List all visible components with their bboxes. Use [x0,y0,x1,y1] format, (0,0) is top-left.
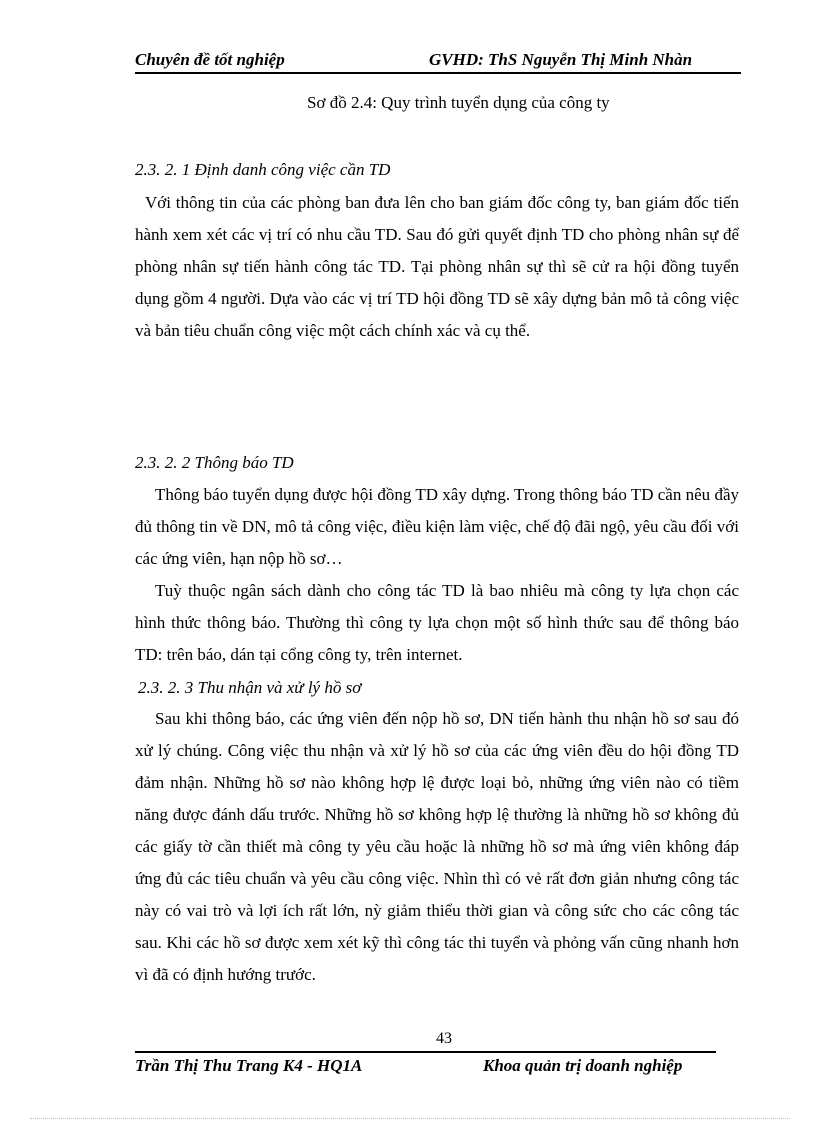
footer-author: Trần Thị Thu Trang K4 - HQ1A [135,1056,363,1075]
header-advisor: GVHD: ThS Nguyễn Thị Minh Nhàn [429,50,693,69]
header-thesis-title: Chuyên đề tốt nghiệp [135,50,285,69]
page-footer [135,1051,716,1079]
diagram-caption: Sơ đồ 2.4: Quy trình tuyển dụng của công ty [307,93,610,112]
paragraph: Tuỳ thuộc ngân sách dành cho công tác TD là bao nhiêu mà công ty lựa chọn các hình thức thông báo. Thường thì công ty lựa chọn một số hình thức sau để thông báo TD: trên báo, dán tại cổng công ty, trên internet. [135,581,739,664]
paragraph: Với thông tin của các phòng ban đưa lên cho ban giám đốc công ty, ban giám đốc tiến hành xem xét các vị trí có nhu cầu TD. Sau đó gửi quyết định TD cho phòng nhân sự để phòng nhân sự tiến hành công tác TD. Tại phòng nhân sự thì sẽ cử ra hội đồng tuyển dụng gồm 4 người. Dựa vào các vị trí TD hội đồng TD sẽ xây dựng bản mô tả công việc và bản tiêu chuẩn công việc một cách chính xác và cụ thể. [135,193,739,340]
section-heading-1: 2.3. 2. 1 Định danh công việc cần TD [135,160,391,179]
footer-department: Khoa quản trị doanh nghiệp [483,1056,683,1075]
section-1-body [135,187,739,347]
section-heading-3: 2.3. 2. 3 Thu nhận và xử lý hồ sơ [138,678,362,697]
page-edge-divider [30,1118,790,1119]
section-3-body [135,703,739,991]
page-number: 43 [436,1030,452,1047]
paragraph: Sau khi thông báo, các ứng viên đến nộp hồ sơ, DN tiến hành thu nhận hồ sơ sau đó xử lý chúng. Công việc thu nhận và xử lý hồ sơ của các ứng viên đều do hội đồng TD đảm nhận. Những hồ sơ nào không hợp lệ được loại bỏ, những ứng viên nào có tiềm năng được đánh dấu trước. Những hồ sơ không hợp lệ thường là những hồ sơ không đủ các giấy tờ cần thiết mà công ty yêu cầu hoặc là những hồ sơ mà ứng viên không đáp ứng đủ các tiêu chuẩn và yêu cầu công việc. Nhìn thì có vẻ rất đơn giản nhưng công tác này có vai trò và lợi ích rất lớn, nỳ giảm thiểu thời gian và công sức cho các công tác sau. Khi các hồ sơ được xem xét kỹ thì công tác thi tuyển và phỏng vấn cũng nhanh hơn vì đã có định hướng trước. [135,709,739,984]
section-2-body [135,479,739,671]
page-header [135,48,741,74]
paragraph: Thông báo tuyển dụng được hội đồng TD xây dựng. Trong thông báo TD cần nêu đầy đủ thông tin về DN, mô tả công việc, điều kiện làm việc, chế độ đãi ngộ, yêu cầu đối với các ứng viên, hạn nộp hồ sơ… [135,485,739,568]
section-heading-2: 2.3. 2. 2 Thông báo TD [135,453,294,472]
